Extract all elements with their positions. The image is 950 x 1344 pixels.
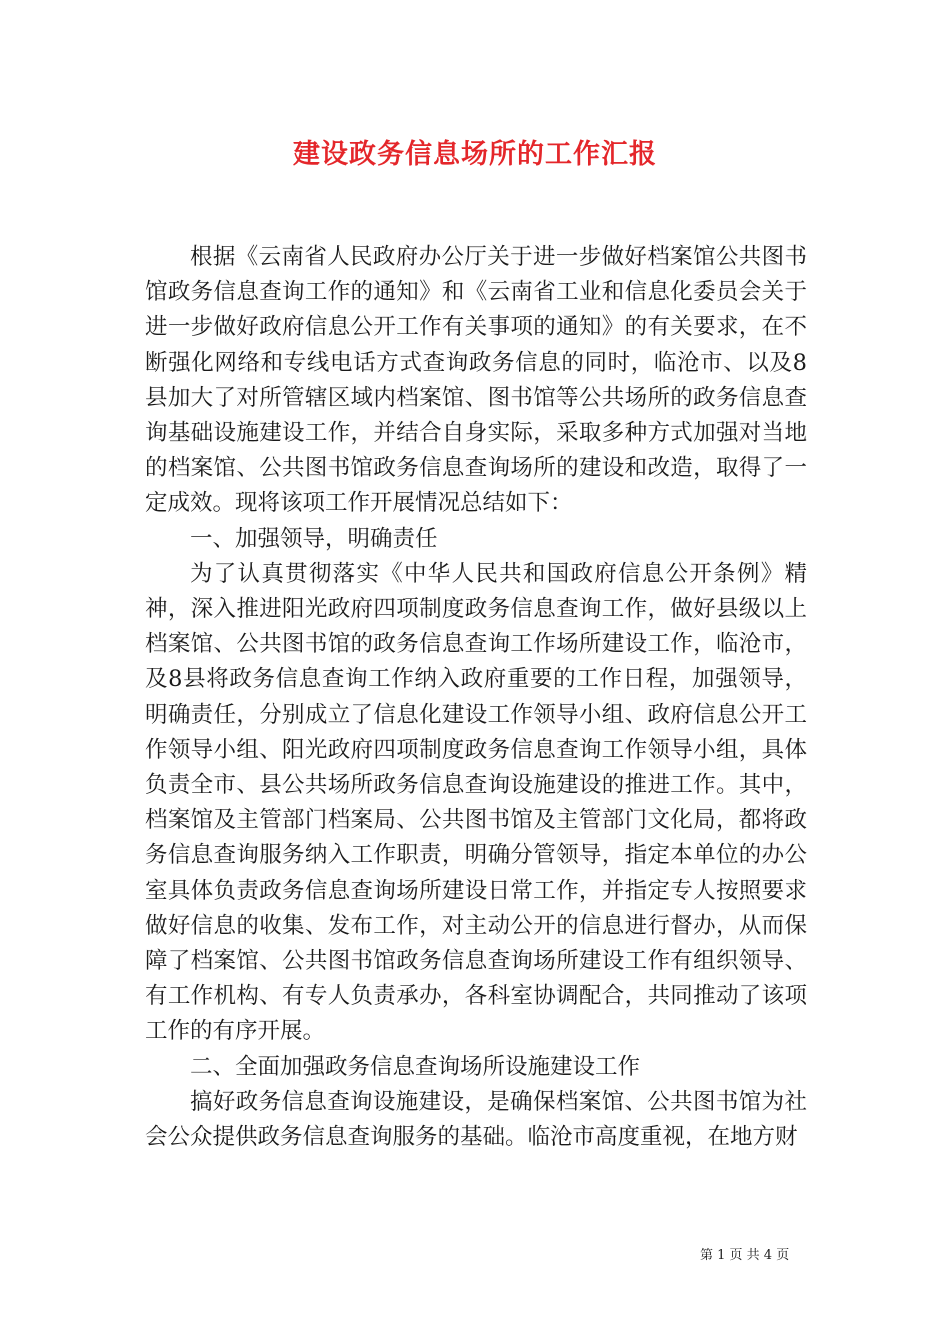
page-number: 第 1 页 共 4 页 (700, 1248, 790, 1263)
paragraph-section-1: 为了认真贯彻落实《中华人民共和国政府信息公开条例》精神，深入推进阳光政府四项制度政务信息查询工作，做好县级以上档案馆、公共图书馆的政务信息查询工作场所建设工作，临沧市，及8县将政务信息查询工作纳入政府重要的工作日程，加强领导，明确责任，分别成立了信息化建设工作领导小组、政府信息公开工作领导小组、阳光政府四项制度政务信息查询工作领导小组，具体负责全市、县公共场所政务信息查询设施建设的推进工作。其中，档案馆及主管部门档案局、公共图书馆及主管部门文化局，都将政务信息查询服务纳入工作职责，明确分管领导，指定本单位的办公室具体负责政务信息查询场所建设日常工作，并指定专人按照要求做好信息的收集、发布工作，对主动公开的信息进行督办，从而保障了档案馆、公共图书馆政务信息查询场所建设工作有组织领导、有工作机构、有专人负责承办，各科室协调配合，共同推动了该项工作的有序开展。 (145, 560, 807, 1045)
paragraph-intro: 根据《云南省人民政府办公厅关于进一步做好档案馆公共图书馆政务信息查询工作的通知》和《云南省工业和信息化委员会关于进一步做好政府信息公开工作有关事项的通知》的有关要求，在不断强化网络和专线电话方式查询政务信息的同时，临沧市、以及8县加大了对所管辖区域内档案馆、图书馆等公共场所的政务信息查询基础设施建设工作，并结合自身实际，采取多种方式加强对当地的档案馆、公共图书馆政务信息查询场所的建设和改造，取得了一定成效。现将该项工作开展情况总结如下： (145, 244, 807, 517)
section-heading-1: 一、加强领导，明确责任 (190, 525, 438, 552)
paragraph-section-2: 搞好政务信息查询设施建设，是确保档案馆、公共图书馆为社会公众提供政务信息查询服务的基础。临沧市高度重视，在地方财 (145, 1088, 807, 1151)
document-title: 建设政务信息场所的工作汇报 (293, 139, 657, 170)
document-body (145, 240, 807, 1155)
section-heading-2: 二、全面加强政务信息查询场所设施建设工作 (190, 1053, 641, 1080)
